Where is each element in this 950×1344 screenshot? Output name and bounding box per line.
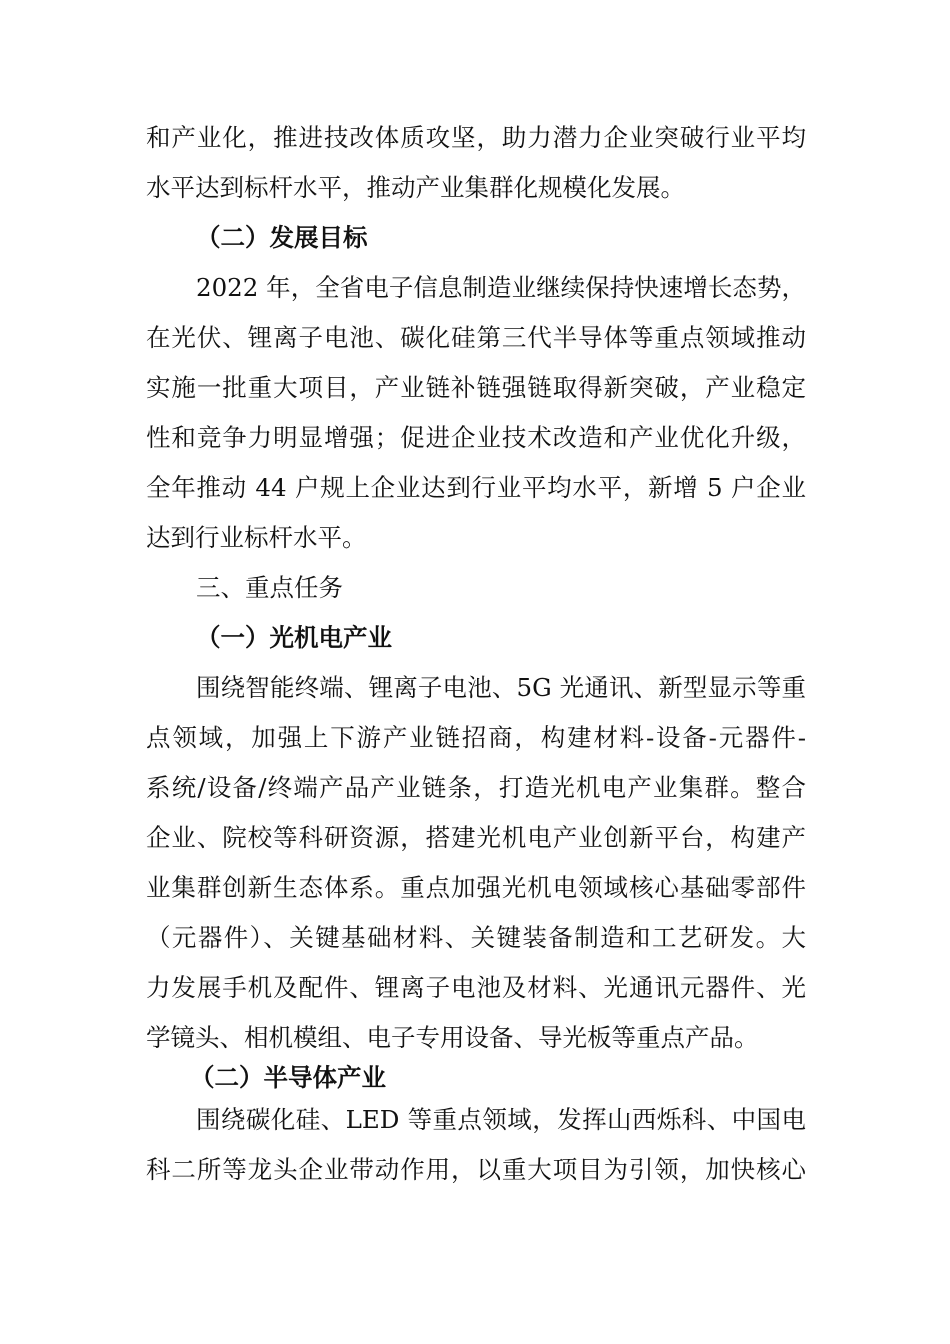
paragraph-line: 系统/设备/终端产品产业链条，打造光机电产业集群。整合 [146,773,806,802]
section-heading-goal: （二）发展目标 [196,223,368,252]
paragraph-line: 达到行业标杆水平。 [146,523,367,552]
paragraph-line: 性和竞争力明显增强；促进企业技术改造和产业优化升级， [146,423,806,452]
paragraph-line: 2022 年，全省电子信息制造业继续保持快速增长态势， [196,273,806,302]
paragraph-line: 水平达到标杆水平，推动产业集群化规模化发展。 [146,173,685,202]
paragraph-line: 企业、院校等科研资源，搭建光机电产业创新平台，构建产 [146,823,806,852]
paragraph-line: 学镜头、相机模组、电子专用设备、导光板等重点产品。 [146,1023,759,1052]
section-heading-optoelectronic: （一）光机电产业 [196,623,392,652]
paragraph-line: 在光伏、锂离子电池、碳化硅第三代半导体等重点领域推动 [146,323,806,352]
paragraph-line: 科二所等龙头企业带动作用，以重大项目为引领，加快核心 [146,1155,806,1184]
paragraph-line: 全年推动 44 户规上企业达到行业平均水平，新增 5 户企业 [146,473,806,502]
paragraph-line: 围绕智能终端、锂离子电池、5G 光通讯、新型显示等重 [196,673,806,702]
paragraph-line: 实施一批重大项目，产业链补链强链取得新突破，产业稳定 [146,373,806,402]
paragraph-line: （元器件）、关键基础材料、关键装备制造和工艺研发。大 [146,923,806,952]
paragraph-line: 业集群创新生态体系。重点加强光机电领域核心基础零部件 [146,873,806,902]
paragraph-line: 点领域，加强上下游产业链招商，构建材料-设备-元器件- [146,723,806,752]
paragraph-line: 力发展手机及配件、锂离子电池及材料、光通讯元器件、光 [146,973,806,1002]
paragraph-line: 围绕碳化硅、LED 等重点领域，发挥山西烁科、中国电 [196,1105,806,1134]
section-heading-semiconductor: （二）半导体产业 [190,1063,386,1092]
section-heading-tasks: 三、重点任务 [196,573,343,602]
paragraph-line: 和产业化，推进技改体质攻坚，助力潜力企业突破行业平均 [146,123,806,152]
